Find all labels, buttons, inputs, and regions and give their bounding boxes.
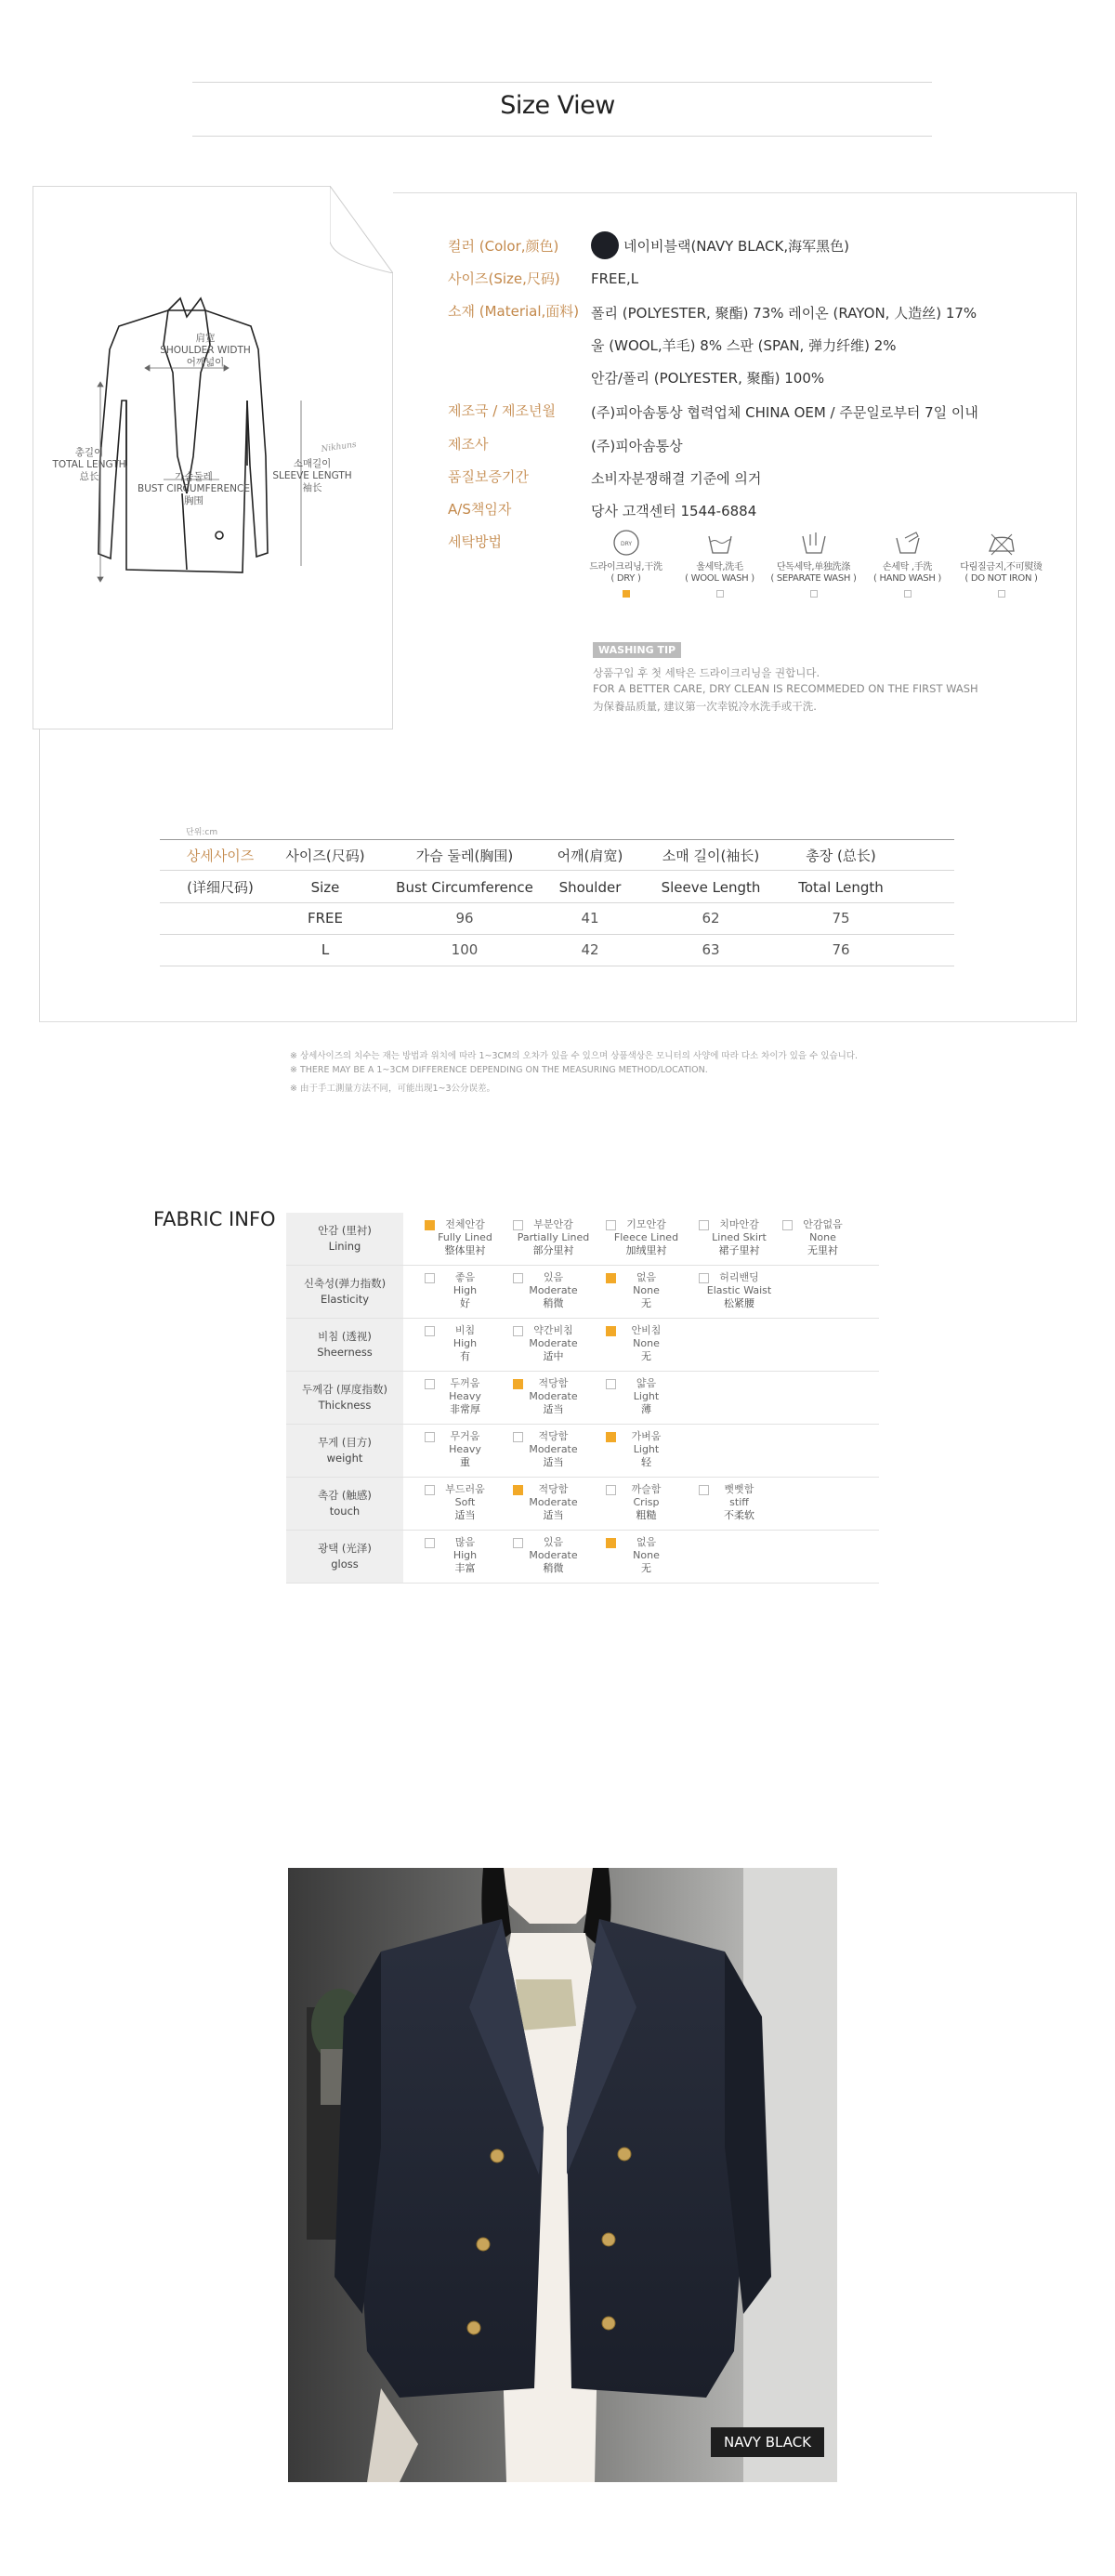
header-total: 총장 (总长) xyxy=(806,848,876,864)
checkbox-icon xyxy=(513,1485,523,1495)
info-value-size: FREE,L xyxy=(591,270,639,287)
table-rule xyxy=(160,870,954,871)
fabric-option: 많음 High 丰富 xyxy=(421,1536,509,1575)
size-note: ※ 由于手工測量方法不同，可能出现1~3公分误差。 xyxy=(290,1084,496,1094)
color-swatch xyxy=(591,231,619,259)
cell-size: L xyxy=(321,941,330,958)
size-note: ※ THERE MAY BE A 1~3CM DIFFERENCE DEPENDING ON THE MEASURING METHOD/LOCATION. xyxy=(290,1065,708,1075)
title-bottom-rule xyxy=(192,136,932,137)
fabric-option: 두꺼움 Heavy 非常厚 xyxy=(421,1377,509,1416)
cell-total: 75 xyxy=(832,910,850,927)
checkbox-icon xyxy=(513,1326,523,1336)
signature-text: Nikhuns xyxy=(321,440,358,454)
info-label-origin: 제조국 / 제조년월 xyxy=(448,402,557,419)
fabric-option: 부분안감 Partially Lined 部分里衬 xyxy=(509,1218,597,1257)
total-length-label: 총길이 TOTAL LENGTH 总长 xyxy=(52,447,126,482)
fabric-option: 없음 None 无 xyxy=(602,1536,690,1575)
checkbox-icon xyxy=(782,1220,793,1230)
size-section-label: 상세사이즈 xyxy=(186,848,255,864)
unit-label: 단위:cm xyxy=(186,828,218,837)
size-section-label-zh: (详细尺码) xyxy=(187,879,254,896)
fabric-option: 비침 High 有 xyxy=(421,1324,509,1363)
fabric-row-head: 비침 (透视) Sheerness xyxy=(286,1319,403,1371)
cell-bust: 96 xyxy=(455,910,474,927)
header-total-en: Total Length xyxy=(798,879,884,896)
checkbox-icon xyxy=(425,1220,435,1230)
fabric-option: 없음 None 无 xyxy=(602,1271,690,1310)
cell-total: 76 xyxy=(832,941,850,958)
table-top-rule xyxy=(160,839,954,840)
size-note: ※ 상세사이즈의 치수는 재는 방법과 위치에 따라 1~3CM의 오차가 있을 수 있으며 상품색상은 모니터의 사양에 따라 다소 차이가 있을 수 있습니다. xyxy=(290,1051,858,1061)
title-top-rule xyxy=(192,82,932,83)
fabric-row-head: 두께감 (厚度指数) Thickness xyxy=(286,1372,403,1424)
info-value-color: 네이비블랙(NAVY BLACK,海军黑色) xyxy=(623,238,849,255)
header-size: 사이즈(尺码) xyxy=(285,848,365,864)
page-title: Size View xyxy=(500,91,615,120)
checkbox-icon xyxy=(425,1379,435,1389)
fabric-option: 뻣뻣함 stiff 不柔软 xyxy=(695,1483,783,1522)
wash-separate-check xyxy=(810,590,818,598)
info-label-as: A/S책임자 xyxy=(448,501,512,518)
fabric-option: 부드러움 Soft 适当 xyxy=(421,1483,509,1522)
header-shoulder-en: Shoulder xyxy=(558,879,622,896)
fabric-row xyxy=(286,1531,879,1584)
checkbox-icon xyxy=(606,1485,616,1495)
fabric-row-head: 안감 (里衬) Lining xyxy=(286,1213,403,1265)
fabric-row-head: 촉감 (触感) touch xyxy=(286,1478,403,1530)
info-value-manufacturer: (주)피아솜통상 xyxy=(591,438,683,454)
fabric-row xyxy=(286,1425,879,1478)
info-value-as: 당사 고객센터 1544-6884 xyxy=(591,503,757,519)
table-rule xyxy=(160,934,954,935)
checkbox-icon xyxy=(606,1379,616,1389)
checkbox-icon xyxy=(425,1273,435,1283)
info-label-size: 사이즈(Size,尺码) xyxy=(448,270,560,287)
fabric-row-head: 무게 (目方) weight xyxy=(286,1425,403,1477)
fabric-option: 있음 Moderate 稍微 xyxy=(509,1271,597,1310)
checkbox-icon xyxy=(425,1538,435,1548)
info-value-warranty: 소비자분쟁해결 기준에 의거 xyxy=(591,470,762,487)
checkbox-icon xyxy=(699,1220,709,1230)
fabric-option: 까슬함 Crisp 粗糙 xyxy=(602,1483,690,1522)
fabric-row xyxy=(286,1319,879,1372)
checkbox-icon xyxy=(606,1432,616,1442)
info-label-warranty: 품질보증기간 xyxy=(448,468,529,485)
header-bust: 가슴 둘레(胸围) xyxy=(415,848,514,864)
checkbox-icon xyxy=(513,1220,523,1230)
checkbox-icon xyxy=(425,1432,435,1442)
cell-shoulder: 42 xyxy=(581,941,599,958)
info-value-material-3: 안감/폴리 (POLYESTER, 聚酯) 100% xyxy=(591,370,825,387)
separate-wash-icon xyxy=(798,527,830,559)
cell-size: FREE xyxy=(307,910,343,927)
fabric-option: 적당함 Moderate 适当 xyxy=(509,1430,597,1469)
fabric-option: 적당함 Moderate 适当 xyxy=(509,1377,597,1416)
svg-text:DRY: DRY xyxy=(620,541,632,547)
washing-tip-badge: WASHING TIP xyxy=(593,642,681,658)
header-shoulder: 어깨(肩宽) xyxy=(557,848,623,864)
washing-tip-line: 상품구입 후 첫 세탁은 드라이크리닝을 권합니다. xyxy=(593,666,820,679)
fabric-option: 좋음 High 好 xyxy=(421,1271,509,1310)
wash-dry-check xyxy=(623,590,630,598)
model-photo-illustration xyxy=(288,1868,837,2482)
page-fold-icon xyxy=(330,186,393,273)
cell-sleeve: 62 xyxy=(702,910,720,927)
info-label-manufacturer: 제조사 xyxy=(448,436,489,453)
fabric-option: 허리밴딩 Elastic Waist 松紧腰 xyxy=(695,1271,783,1310)
fabric-option: 안비침 None 无 xyxy=(602,1324,690,1363)
checkbox-icon xyxy=(606,1326,616,1336)
header-sleeve-en: Sleeve Length xyxy=(661,879,761,896)
washing-tip-line: 为保養品质量, 建议第一次幸锐冷水洗手或干洗. xyxy=(593,700,817,713)
fabric-row xyxy=(286,1266,879,1319)
info-value-material-2: 울 (WOOL,羊毛) 8% 스판 (SPAN, 弹力纤维) 2% xyxy=(591,337,897,354)
washing-tip-line: FOR A BETTER CARE, DRY CLEAN IS RECOMMEDED ON THE FIRST WASH xyxy=(593,682,978,695)
wash-no-iron: 다림질금지,不可熨烫 ( DO NOT IRON ) xyxy=(957,527,1045,598)
cell-sleeve: 63 xyxy=(702,941,720,958)
wool-wash-icon xyxy=(704,527,736,559)
info-label-washing: 세탁방법 xyxy=(448,533,502,550)
info-label-color: 컬러 (Color,颜色) xyxy=(448,238,559,255)
fabric-option: 있음 Moderate 稍微 xyxy=(509,1536,597,1575)
fabric-option: 무거움 Heavy 重 xyxy=(421,1430,509,1469)
dry-clean-icon xyxy=(610,527,642,559)
header-sleeve: 소매 길이(袖长) xyxy=(662,848,760,864)
bust-circumference-label: 가슴둘레 BUST CIRCUMFERENCE 胸围 xyxy=(137,471,250,506)
do-not-iron-icon xyxy=(986,527,1017,559)
color-tag: NAVY BLACK xyxy=(711,2427,824,2457)
fabric-info-title: FABRIC INFO xyxy=(153,1208,276,1230)
fabric-row-head: 광택 (光泽) gloss xyxy=(286,1531,403,1583)
fabric-row xyxy=(286,1213,879,1266)
checkbox-icon xyxy=(606,1273,616,1283)
header-size-en: Size xyxy=(310,879,340,896)
wash-dry: DRY 드라이크리닝,干洗 ( DRY ) xyxy=(582,527,670,598)
fabric-option: 약간비침 Moderate 适中 xyxy=(509,1324,597,1363)
fabric-option: 전체안감 Fully Lined 整体里衬 xyxy=(421,1218,509,1257)
fabric-option: 얇음 Light 薄 xyxy=(602,1377,690,1416)
fabric-option: 안감없음 None 无里衬 xyxy=(779,1218,867,1257)
shoulder-width-label: 肩宽 SHOULDER WIDTH 어깨넓이 xyxy=(160,333,251,368)
cell-bust: 100 xyxy=(451,941,479,958)
checkbox-icon xyxy=(606,1538,616,1548)
header-bust-en: Bust Circumference xyxy=(396,879,533,896)
wash-wool: 울세탁,洗毛 ( WOOL WASH ) xyxy=(676,527,764,598)
checkbox-icon xyxy=(513,1432,523,1442)
checkbox-icon xyxy=(513,1273,523,1283)
table-rule xyxy=(160,902,954,903)
hand-wash-icon xyxy=(892,527,924,559)
wash-hand: 손세탁 ,手洗 ( HAND WASH ) xyxy=(863,527,951,598)
cell-shoulder: 41 xyxy=(581,910,599,927)
checkbox-icon xyxy=(425,1326,435,1336)
checkbox-icon xyxy=(513,1538,523,1548)
wash-separate: 단독세탁,单独洗涤 ( SEPARATE WASH ) xyxy=(769,527,858,598)
checkbox-icon xyxy=(425,1485,435,1495)
fabric-option: 가벼움 Light 轻 xyxy=(602,1430,690,1469)
fabric-option: 치마안감 Lined Skirt 裙子里衬 xyxy=(695,1218,783,1257)
info-value-material-1: 폴리 (POLYESTER, 聚酯) 73% 레이온 (RAYON, 人造丝) 17% xyxy=(591,305,977,322)
wash-no-iron-check xyxy=(998,590,1005,598)
info-label-material: 소재 (Material,面料) xyxy=(448,303,580,320)
fabric-row xyxy=(286,1478,879,1531)
wash-wool-check xyxy=(716,590,724,598)
product-photo xyxy=(288,1868,837,2482)
fabric-row-head: 신축성(弹力指数) Elasticity xyxy=(286,1266,403,1318)
checkbox-icon xyxy=(606,1220,616,1230)
checkbox-icon xyxy=(513,1379,523,1389)
info-value-origin: (주)피아솜통상 협력업체 CHINA OEM / 주문일로부터 7일 이내 xyxy=(591,404,978,421)
wash-hand-check xyxy=(904,590,912,598)
fabric-option: 적당함 Moderate 适当 xyxy=(509,1483,597,1522)
fabric-option: 기모안감 Fleece Lined 加绒里衬 xyxy=(602,1218,690,1257)
checkbox-icon xyxy=(699,1273,709,1283)
checkbox-icon xyxy=(699,1485,709,1495)
fabric-row xyxy=(286,1372,879,1425)
sleeve-length-label: 소매길이 SLEEVE LENGTH 袖长 xyxy=(272,458,352,493)
